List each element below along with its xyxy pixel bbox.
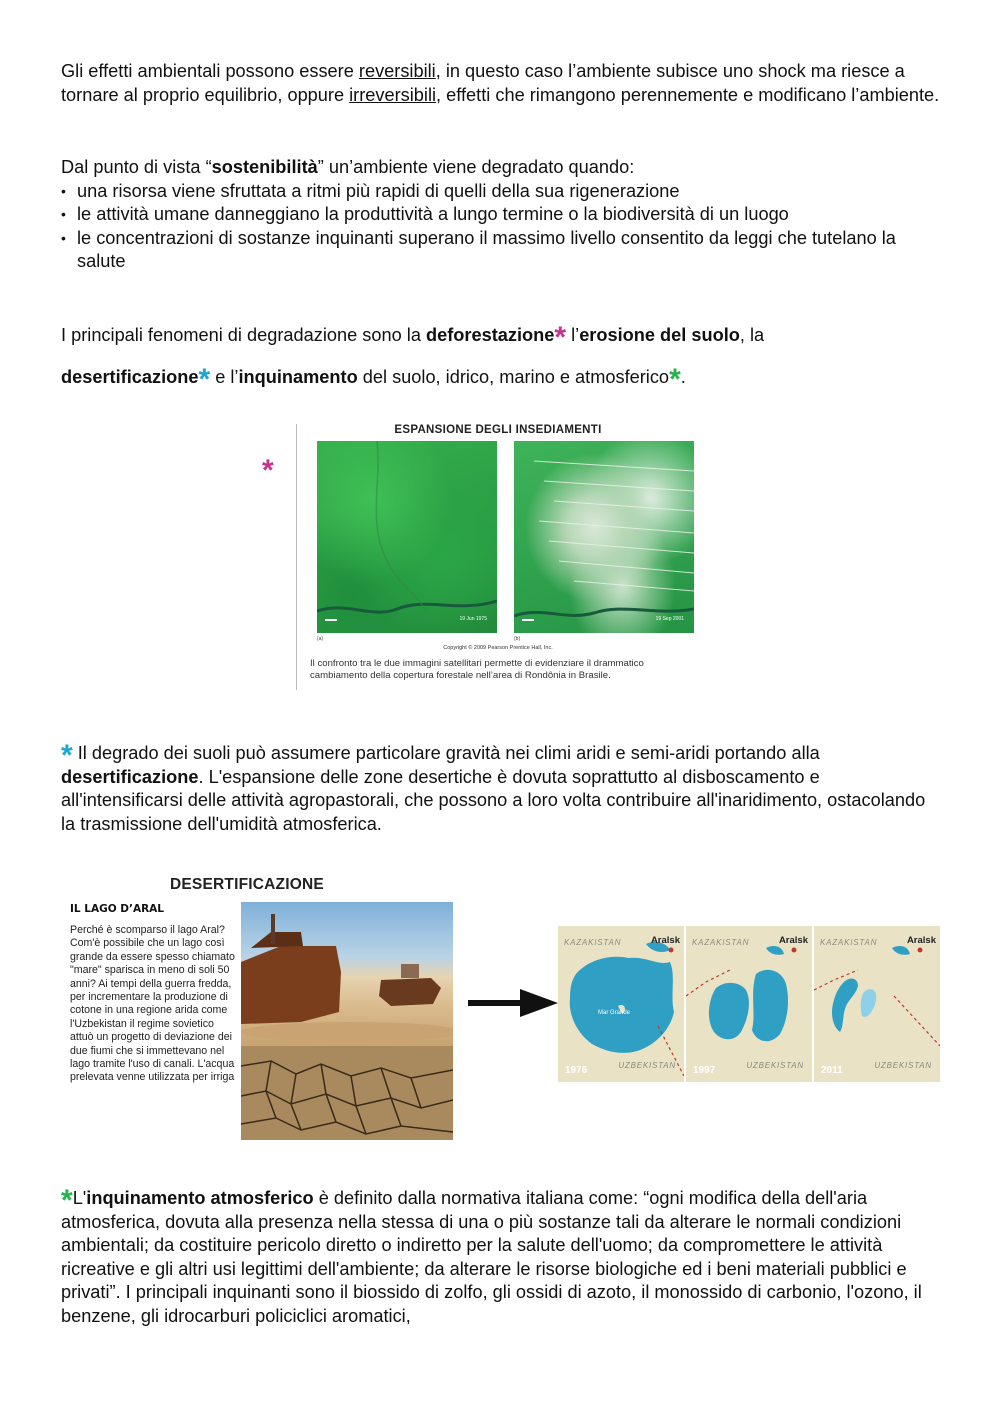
text: . [680, 367, 686, 387]
aral-sea-maps [558, 926, 940, 1082]
paragraph-air-pollution [61, 1184, 931, 1328]
map-label-kazakistan: KAZAKISTAN [692, 938, 750, 947]
image-date: 19 Sep 2001 [655, 616, 684, 622]
text: ” un’ambiente viene degradato quando: [317, 157, 635, 177]
satellite-image-2001 [514, 441, 694, 633]
asterisk-blue-icon: * [61, 739, 73, 772]
panel-label: (b) [514, 636, 521, 642]
map-label-aralsk: Aralsk [906, 935, 936, 946]
term-inquinamento-atmosferico: inquinamento atmosferico [86, 1188, 314, 1208]
map-label-aralsk: Aralsk [778, 935, 808, 946]
term-reversibili: reversibili [358, 61, 436, 81]
text: Il degrado dei suoli può assumere particolare gravità nei climi aridi e semi-aridi portando alla [72, 743, 820, 763]
asterisk-green-icon: * [61, 1184, 73, 1217]
term-inquinamento: inquinamento [238, 367, 358, 387]
figure-settlement-expansion [296, 424, 700, 690]
scale-bar [325, 619, 337, 621]
text: L' [72, 1188, 87, 1208]
paragraph-effects [61, 60, 941, 107]
text: , la [739, 325, 765, 345]
list-item: • le concentrazioni di sostanze inquinanti superano il massimo livello consentito da leggi che tutelano la salute [61, 227, 941, 274]
sustainability-intro [61, 156, 941, 180]
map-2011 [814, 926, 940, 1082]
degradation-line-1 [61, 314, 941, 356]
satellite-image-1975 [317, 441, 497, 633]
list-item: • le attività umane danneggiano la produttività a lungo termine o la biodiversità di un luogo [61, 203, 941, 227]
term-desertificazione: desertificazione [61, 766, 199, 787]
asterisk-green-icon: * [669, 363, 681, 396]
figure-text: Perché è scomparso il lago Aral? Com'è possibile che un lago così grande da essere spesso chiamato "mare" sparisca in meno di soli 50 anni? Ai tempi della guerra fredda, per incrementare la produzione di cotone in una regione arida come l'Uzbekistan il regime sovietico attuò un progetto di deviazione dei due fiumi che si immettevano nel lago tramite l'uso di canali. L'acqua prelevata venne utilizzata per irriga [70, 924, 235, 1084]
map-year: 1997 [693, 1065, 716, 1076]
text: Gli effetti ambientali possono essere [61, 61, 359, 81]
map-1997 [686, 926, 812, 1082]
map-label-kazakistan: KAZAKISTAN [820, 938, 878, 947]
figure-subtitle: IL LAGO D’ARAL [70, 903, 165, 915]
map-label-aralsk: Aralsk [650, 935, 680, 946]
term-sostenibilita: sostenibilità [211, 157, 318, 177]
copyright: Copyright © 2009 Pearson Prentice Hall, Inc. [443, 645, 553, 651]
bullet-list [61, 180, 941, 274]
text: e l’ [210, 367, 239, 387]
paragraph-desertification [61, 739, 931, 836]
map-label-uzbekistan: UZBEKISTAN [746, 1061, 804, 1070]
text: , in questo caso l’ambiente subisce uno shock ma riesce a tornare al proprio equilibrio, oppure [61, 61, 905, 105]
scale-bar [522, 619, 534, 621]
arrow-right-icon [468, 987, 560, 1019]
term-erosione: erosione del suolo [579, 325, 740, 345]
map-year: 2011 [821, 1065, 843, 1076]
figure-caption: Il confronto tra le due immagini satellitari permette di evidenziare il drammatico cambiamento della copertura forestale nell’area di Rondônia in Brasile. [310, 658, 644, 681]
text: , effetti che rimangono perennemente e modificano l’ambiente. [436, 84, 940, 105]
figure-title: ESPANSIONE DEGLI INSEDIAMENTI [394, 424, 602, 436]
panel-label: (a) [317, 636, 324, 642]
map-label-uzbekistan: UZBEKISTAN [618, 1061, 676, 1070]
term-deforestazione: deforestazione [426, 325, 555, 345]
image-date: 19 Jun 1975 [459, 616, 487, 622]
text: Dal punto di vista “ [61, 157, 212, 177]
paragraph-degradation [61, 314, 941, 398]
text: I principali fenomeni di degradazione sono la [61, 325, 426, 345]
asterisk-blue-icon: * [198, 363, 211, 396]
term-irreversibili: irreversibili [349, 84, 437, 105]
asterisk-pink-icon: * [554, 321, 567, 354]
photo-stranded-boats [241, 902, 453, 1046]
list-item: • una risorsa viene sfruttata a ritmi più rapidi di quelli della sua rigenerazione [61, 180, 941, 204]
figure-title: DESERTIFICAZIONE [170, 876, 324, 893]
text: del suolo, idrico, marino e atmosferico [357, 367, 670, 387]
asterisk-pink-icon: * [262, 454, 274, 487]
photo-cracked-ground [241, 1046, 453, 1140]
map-label-kazakistan: KAZAKISTAN [564, 938, 622, 947]
text: . L'espansione delle zone desertiche è dovuta soprattutto al disboscamento e all'intensificarsi delle attività agropastorali, che possono a loro volta contribuire all'inaridimento, ostacolando la trasmissione dell'umidità atmosferica. [61, 766, 926, 834]
text: l’ [566, 325, 580, 345]
paragraph-sustainability [61, 156, 941, 274]
map-label-uzbekistan: UZBEKISTAN [874, 1061, 932, 1070]
map-label-mar-grande: Mar Grande [598, 1010, 631, 1016]
text: è definito dalla normativa italiana come: “ogni modifica della dell'aria atmosferica, dovuta alla presenza nella stessa di una o più sostanze tali da alterare le normali condizioni ambientali; da costituire pericolo diretto o indiretto per la salute dell'uomo; da compromettere le attività ricreative e gli altri usi legittimi dell'ambiente; da alterare le risorse biologiche ed i beni materiali pubblici e privati”. I principali inquinanti sono il biossido di zolfo, gli ossidi di azoto, il monossido di carbonio, l'ozono, il benzene, gli idrocarburi policiclici aromatici, [61, 1188, 922, 1326]
degradation-line-2 [61, 356, 941, 398]
term-desertificazione: desertificazione [61, 367, 199, 387]
map-1976 [558, 926, 684, 1082]
map-year: 1976 [565, 1065, 588, 1076]
